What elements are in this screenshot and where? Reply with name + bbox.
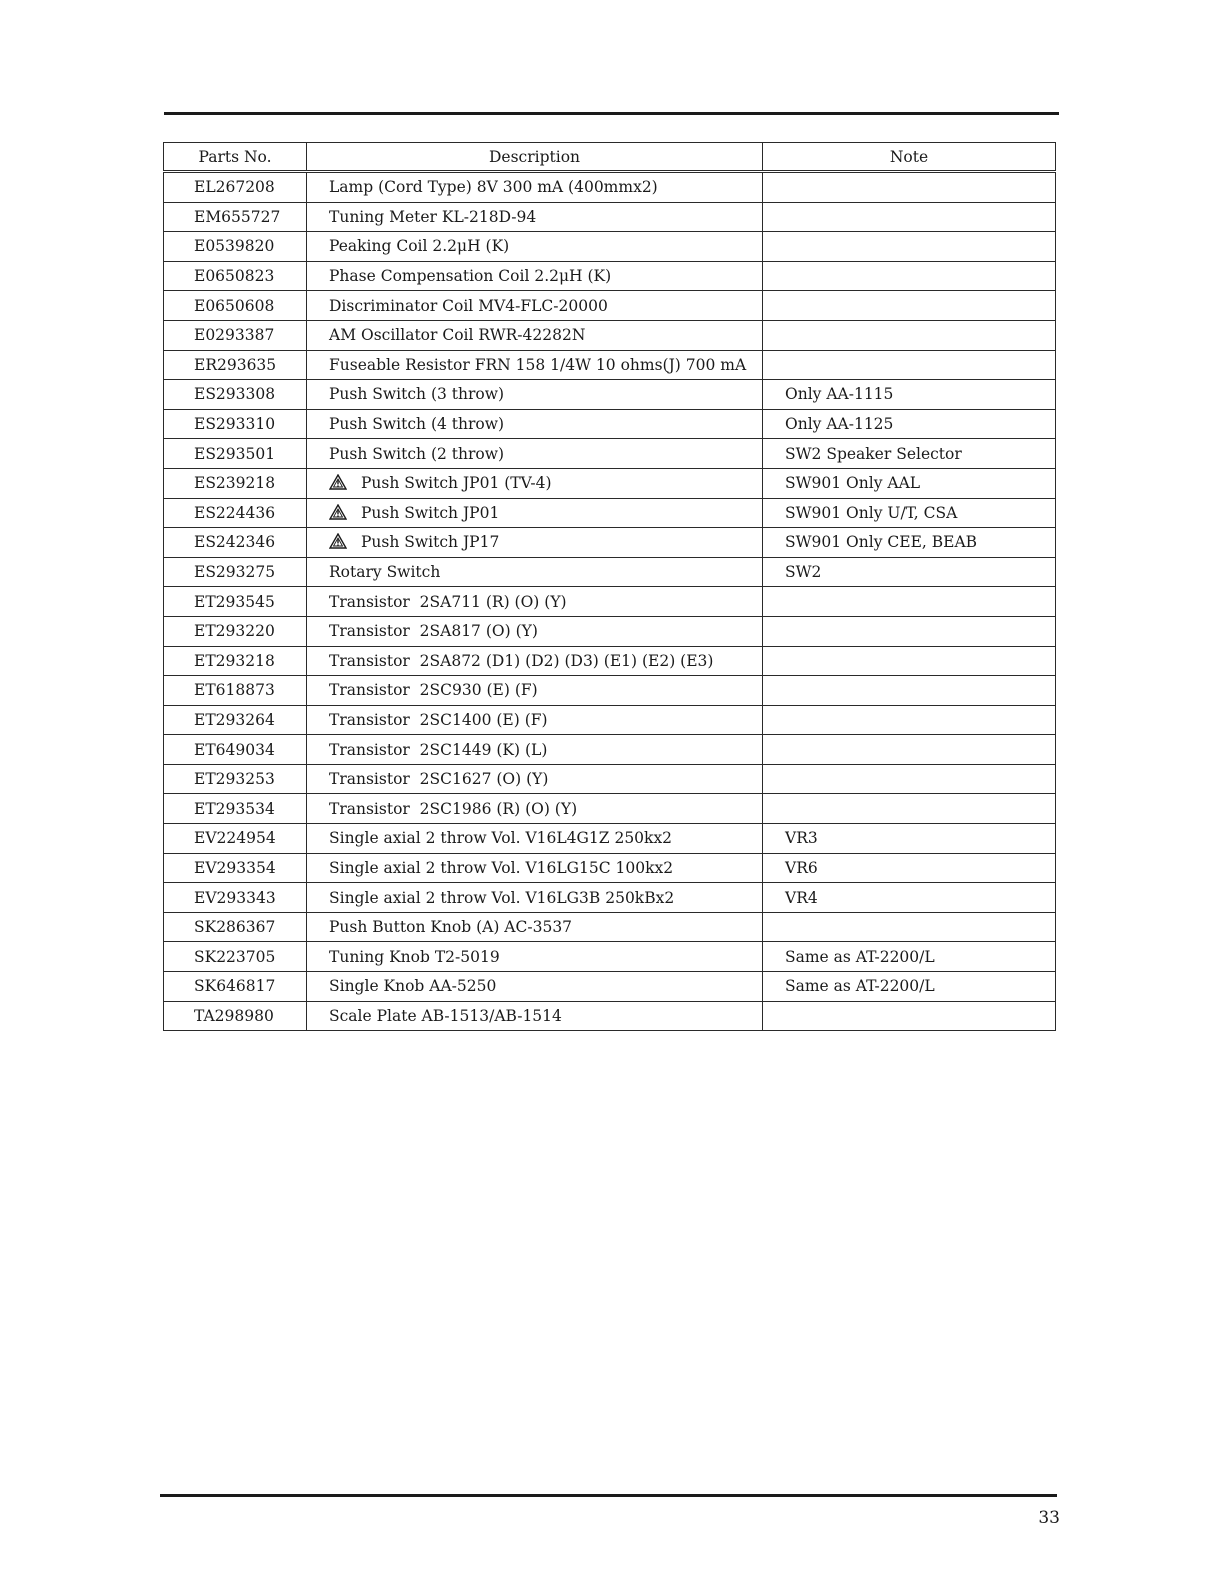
description-text: Lamp (Cord Type) 8V 300 mA (400mmx2): [329, 178, 658, 197]
description-text: Tuning Meter KL-218D-94: [329, 207, 537, 226]
cell-description: [307, 764, 763, 794]
table-row: [164, 439, 1056, 469]
cell-parts-no: ES242346: [164, 528, 307, 558]
description-text: Push Button Knob (A) AC-3537: [329, 918, 573, 937]
cell-parts-no: ES224436: [164, 498, 307, 528]
table-row: [164, 498, 1056, 528]
cell-note: SW2 Speaker Selector: [763, 439, 1056, 469]
cell-description: [307, 291, 763, 321]
description-text: Push Switch JP01: [361, 503, 500, 522]
description-text: Transistor 2SC1627 (O) (Y): [329, 770, 549, 789]
description-text: Transistor 2SC1400 (E) (F): [329, 710, 548, 729]
cell-description: [307, 616, 763, 646]
header-note: Note: [763, 143, 1056, 172]
cell-parts-no: ER293635: [164, 350, 307, 380]
description-text: Discriminator Coil MV4-FLC-20000: [329, 296, 608, 315]
table-row: [164, 261, 1056, 291]
table-row: [164, 735, 1056, 765]
cell-parts-no: EV224954: [164, 824, 307, 854]
table-row: [164, 409, 1056, 439]
table-row: [164, 528, 1056, 558]
cell-parts-no: ET293264: [164, 705, 307, 735]
table-row: [164, 824, 1056, 854]
description-text: Push Switch JP17: [361, 533, 500, 552]
cell-description: [307, 646, 763, 676]
table-row: [164, 291, 1056, 321]
description-text: Phase Compensation Coil 2.2μH (K): [329, 267, 612, 286]
cell-parts-no: ET618873: [164, 676, 307, 706]
table-row: [164, 557, 1056, 587]
warning-triangle-icon: [329, 474, 347, 490]
description-text: Push Switch (4 throw): [329, 415, 505, 434]
cell-note: [763, 764, 1056, 794]
cell-note: [763, 350, 1056, 380]
table-row: [164, 853, 1056, 883]
description-text: Rotary Switch: [329, 563, 441, 582]
cell-note: SW901 Only AAL: [763, 468, 1056, 498]
cell-parts-no: EV293343: [164, 883, 307, 913]
cell-parts-no: ET293218: [164, 646, 307, 676]
cell-description: [307, 676, 763, 706]
cell-parts-no: ET293220: [164, 616, 307, 646]
bottom-rule: [160, 1494, 1057, 1497]
cell-description: [307, 528, 763, 558]
description-text: Single axial 2 throw Vol. V16LG3B 250kBx2: [329, 888, 675, 907]
table-row: [164, 1001, 1056, 1031]
description-text: Tuning Knob T2-5019: [329, 947, 500, 966]
description-text: Single Knob AA-5250: [329, 977, 497, 996]
cell-note: [763, 172, 1056, 203]
cell-note: [763, 676, 1056, 706]
cell-note: [763, 705, 1056, 735]
table-row: [164, 912, 1056, 942]
cell-description: [307, 853, 763, 883]
warning-triangle-icon: [329, 533, 347, 549]
page-number: 33: [1038, 1508, 1060, 1528]
cell-description: [307, 557, 763, 587]
cell-description: [307, 587, 763, 617]
description-text: Single axial 2 throw Vol. V16L4G1Z 250kx2: [329, 829, 673, 848]
cell-description: [307, 972, 763, 1002]
cell-description: [307, 705, 763, 735]
cell-parts-no: ES293501: [164, 439, 307, 469]
cell-note: [763, 320, 1056, 350]
cell-note: [763, 291, 1056, 321]
cell-description: [307, 350, 763, 380]
cell-parts-no: E0650608: [164, 291, 307, 321]
table-row: [164, 232, 1056, 262]
parts-list-table: [163, 142, 1056, 1031]
header-parts-no: Parts No.: [164, 143, 307, 172]
cell-note: [763, 646, 1056, 676]
cell-parts-no: ET293253: [164, 764, 307, 794]
cell-parts-no: EV293354: [164, 853, 307, 883]
cell-parts-no: ES293308: [164, 380, 307, 410]
cell-description: [307, 912, 763, 942]
table-row: [164, 705, 1056, 735]
table-row: [164, 942, 1056, 972]
table-row: [164, 646, 1056, 676]
table-row: [164, 350, 1056, 380]
cell-parts-no: ET293534: [164, 794, 307, 824]
cell-parts-no: E0293387: [164, 320, 307, 350]
cell-description: [307, 261, 763, 291]
description-text: Scale Plate AB-1513/AB-1514: [329, 1006, 562, 1025]
table-header-row: [164, 143, 1056, 172]
description-text: Single axial 2 throw Vol. V16LG15C 100kx2: [329, 858, 674, 877]
cell-description: [307, 498, 763, 528]
table-row: [164, 616, 1056, 646]
cell-description: [307, 439, 763, 469]
cell-note: SW901 Only CEE, BEAB: [763, 528, 1056, 558]
header-description: Description: [307, 143, 763, 172]
description-text: AM Oscillator Coil RWR-42282N: [329, 326, 586, 345]
table-row: [164, 676, 1056, 706]
cell-note: Only AA-1125: [763, 409, 1056, 439]
table-row: [164, 380, 1056, 410]
cell-description: [307, 942, 763, 972]
cell-description: [307, 320, 763, 350]
table-row: [164, 972, 1056, 1002]
cell-note: [763, 794, 1056, 824]
description-text: Push Switch (2 throw): [329, 444, 505, 463]
cell-description: [307, 883, 763, 913]
cell-description: [307, 735, 763, 765]
cell-note: [763, 202, 1056, 232]
cell-parts-no: SK286367: [164, 912, 307, 942]
table-row: [164, 587, 1056, 617]
cell-note: Same as AT-2200/L: [763, 972, 1056, 1002]
cell-note: [763, 1001, 1056, 1031]
cell-note: [763, 616, 1056, 646]
cell-description: [307, 172, 763, 203]
top-rule: [164, 112, 1059, 115]
description-text: Transistor 2SC1986 (R) (O) (Y): [329, 799, 578, 818]
cell-note: SW901 Only U/T, CSA: [763, 498, 1056, 528]
description-text: Push Switch JP01 (TV-4): [361, 474, 552, 493]
cell-description: [307, 824, 763, 854]
table-body: [164, 172, 1056, 1031]
description-text: Peaking Coil 2.2μH (K): [329, 237, 510, 256]
cell-note: [763, 261, 1056, 291]
cell-parts-no: ES293310: [164, 409, 307, 439]
cell-description: [307, 202, 763, 232]
cell-note: [763, 232, 1056, 262]
cell-description: [307, 1001, 763, 1031]
cell-parts-no: EM655727: [164, 202, 307, 232]
cell-description: [307, 232, 763, 262]
cell-parts-no: ET293545: [164, 587, 307, 617]
cell-parts-no: EL267208: [164, 172, 307, 203]
description-text: Transistor 2SC930 (E) (F): [329, 681, 538, 700]
cell-note: VR4: [763, 883, 1056, 913]
cell-note: Same as AT-2200/L: [763, 942, 1056, 972]
cell-parts-no: ES239218: [164, 468, 307, 498]
cell-note: Only AA-1115: [763, 380, 1056, 410]
cell-parts-no: E0539820: [164, 232, 307, 262]
cell-note: VR6: [763, 853, 1056, 883]
table-row: [164, 172, 1056, 203]
description-text: Transistor 2SA817 (O) (Y): [329, 622, 538, 641]
cell-parts-no: SK223705: [164, 942, 307, 972]
table-row: [164, 320, 1056, 350]
cell-note: [763, 912, 1056, 942]
table-row: [164, 883, 1056, 913]
cell-note: [763, 587, 1056, 617]
cell-note: VR3: [763, 824, 1056, 854]
cell-description: [307, 468, 763, 498]
warning-triangle-icon: [329, 504, 347, 520]
description-text: Push Switch (3 throw): [329, 385, 505, 404]
cell-description: [307, 409, 763, 439]
cell-parts-no: ET649034: [164, 735, 307, 765]
cell-description: [307, 794, 763, 824]
description-text: Transistor 2SC1449 (K) (L): [329, 740, 548, 759]
description-text: Fuseable Resistor FRN 158 1/4W 10 ohms(J) 700 mA: [329, 355, 747, 374]
cell-parts-no: E0650823: [164, 261, 307, 291]
cell-parts-no: ES293275: [164, 557, 307, 587]
table-row: [164, 468, 1056, 498]
table-row: [164, 202, 1056, 232]
table-row: [164, 794, 1056, 824]
cell-parts-no: SK646817: [164, 972, 307, 1002]
table-row: [164, 764, 1056, 794]
cell-description: [307, 380, 763, 410]
cell-note: SW2: [763, 557, 1056, 587]
cell-note: [763, 735, 1056, 765]
description-text: Transistor 2SA711 (R) (O) (Y): [329, 592, 567, 611]
description-text: Transistor 2SA872 (D1) (D2) (D3) (E1) (E2) (E3): [329, 651, 714, 670]
cell-parts-no: TA298980: [164, 1001, 307, 1031]
